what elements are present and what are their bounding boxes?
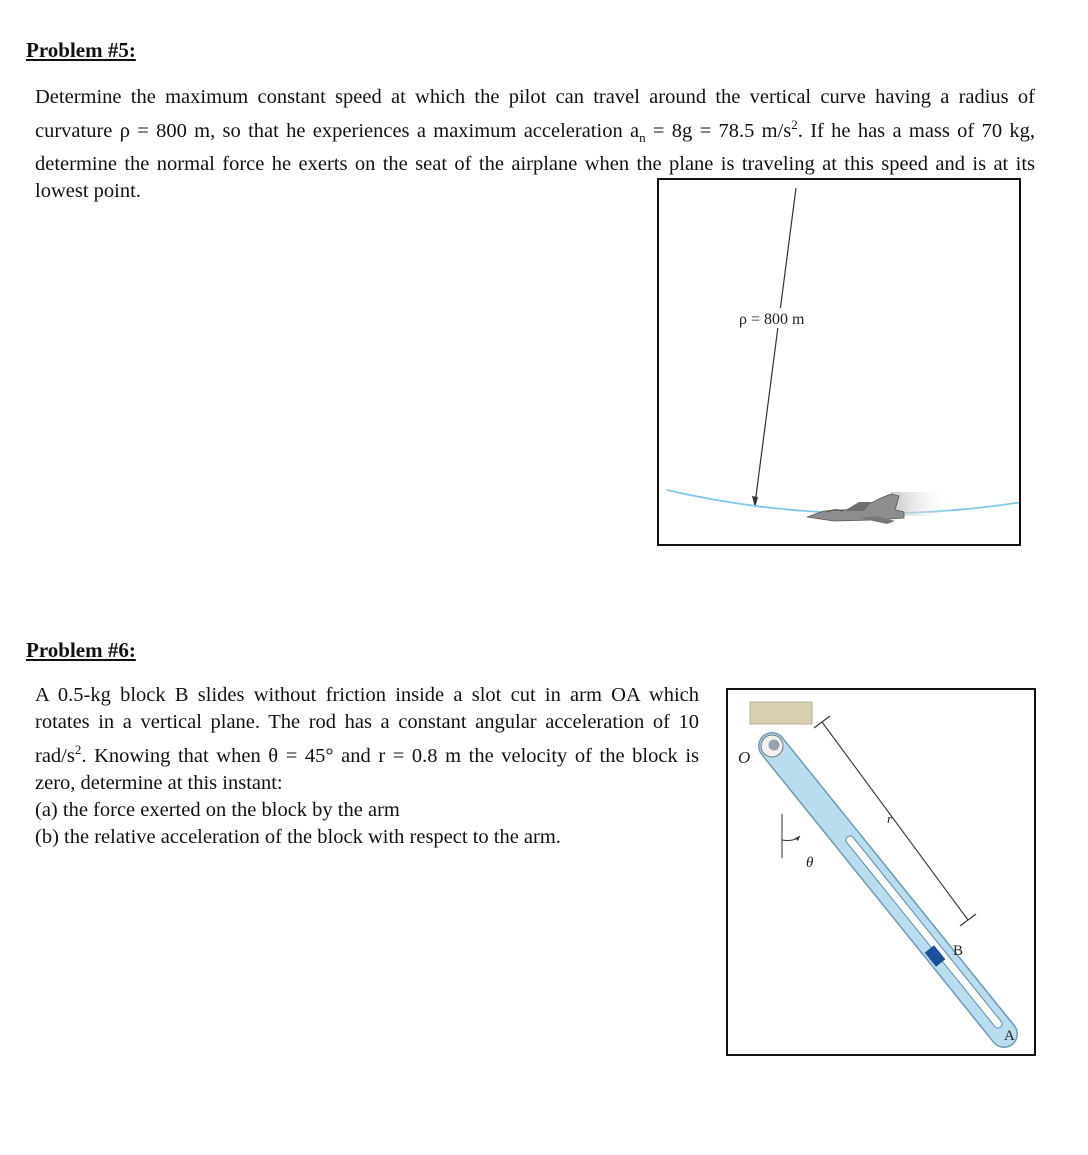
- problem-5-text: Determine the maximum constant speed at which the pilot can travel around the vertical curve having a radius of curvature ρ = 800 m, so that he experiences a maximum acceleration $a_n = 8g = 78.5$ $m/s^2$. If he has a mass of 70 kg, determine the normal force he exerts on the seat of the airplane when the plane is traveling at this speed and is at its lowest point.: [35, 86, 1036, 202]
- airplane-curve-figure: [657, 178, 1021, 546]
- problem-6-item-b: (b) the relative acceleration of the block with respect to the arm.: [35, 825, 561, 848]
- radius-line: [755, 188, 796, 504]
- label-r: r: [887, 811, 893, 826]
- problem-6-item-a: (a) the force exerted on the block by the arm: [35, 798, 400, 821]
- arm-OA: [772, 746, 1004, 1034]
- pivot-support: [750, 702, 812, 724]
- label-A: A: [1004, 1028, 1015, 1044]
- problem-6-text: A 0.5-kg block B slides without friction inside a slot cut in arm OA which rotates in a vertical plane. The rod has a constant angular acceleration of 10 rad/$s^2$. Knowing that when θ = 45° and r = 0.8 m the velocity of the block is zero, determine at this instant: (a) the force exerted on the block by the arm (b) the relative acceleration of the block with respect to the arm.: [35, 682, 699, 851]
- radius-label: ρ = 800 m: [739, 311, 805, 328]
- label-theta: θ: [806, 855, 814, 871]
- airplane-icon: [807, 492, 951, 524]
- label-O: O: [738, 748, 751, 767]
- label-B: B: [953, 943, 964, 959]
- problem-5-heading: Problem #5:: [26, 38, 136, 62]
- problem-6-heading: Problem #6:: [26, 638, 136, 662]
- slotted-arm-figure: [726, 688, 1036, 1056]
